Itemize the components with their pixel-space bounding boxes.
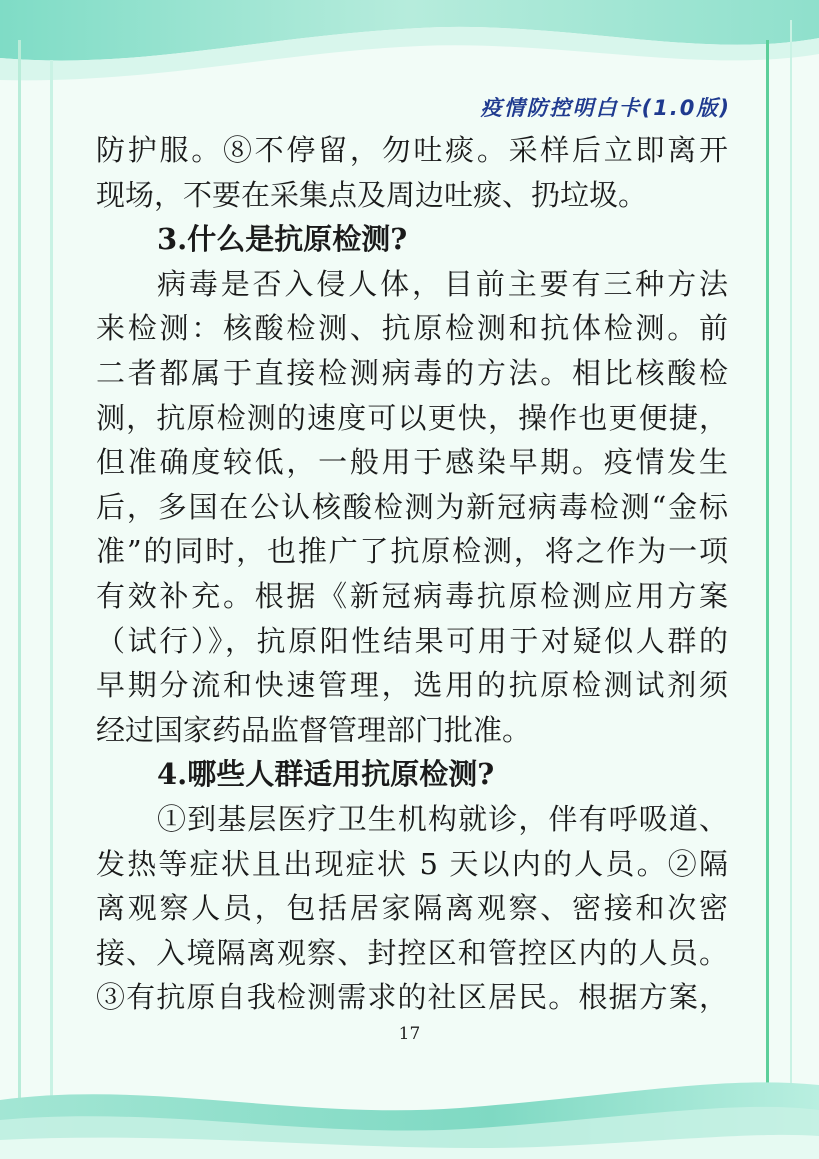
text-line: 准”的同时，也推广了抗原检测，将之作为一项 (96, 534, 728, 569)
text-line: （试行）》，抗原阳性结果可用于对疑似人群的 (96, 623, 728, 658)
header-title: 疫情防控明白卡(1.0版) (480, 96, 731, 120)
text-line: 病毒是否入侵人体，目前主要有三种方法 (157, 266, 728, 301)
text-line: 后，多国在公认核酸检测为新冠病毒检测“金标 (96, 489, 728, 524)
text-line: 早期分流和快速管理，选用的抗原检测试剂须 (96, 668, 728, 703)
text-line: 测，抗原检测的速度可以更快，操作也更便捷， (96, 400, 728, 435)
text-line: 接、入境隔离观察、封控区和管控区内的人员。 (96, 935, 728, 970)
body-text-block (96, 128, 728, 1020)
section-heading: 4.哪些人群适用抗原检测? (157, 757, 495, 792)
text-line: 有效补充。根据《新冠病毒抗原检测应用方案 (96, 578, 728, 613)
text-line: 但准确度较低，一般用于感染早期。疫情发生 (96, 445, 728, 480)
page-number: 17 (398, 1024, 421, 1044)
text-line: 经过国家药品监督管理部门批准。 (96, 712, 532, 747)
text-line: 二者都属于直接检测病毒的方法。相比核酸检 (96, 355, 728, 390)
text-line: 防护服。⑧不停留，勿吐痰。采样后立即离开 (96, 133, 728, 167)
text-line: ③有抗原自我检测需求的社区居民。根据方案， (96, 980, 728, 1015)
text-line: 现场，不要在采集点及周边吐痰、扔垃圾。 (96, 177, 648, 212)
text-line: 离观察人员，包括居家隔离观察、密接和次密 (96, 891, 728, 926)
text-line: 发热等症状且出现症状 5 天以内的人员。②隔 (96, 846, 728, 881)
section-heading: 3.什么是抗原检测? (157, 222, 408, 257)
text-line: 来检测：核酸检测、抗原检测和抗体检测。前 (96, 311, 728, 346)
text-line: ①到基层医疗卫生机构就诊，伴有呼吸道、 (157, 801, 728, 836)
